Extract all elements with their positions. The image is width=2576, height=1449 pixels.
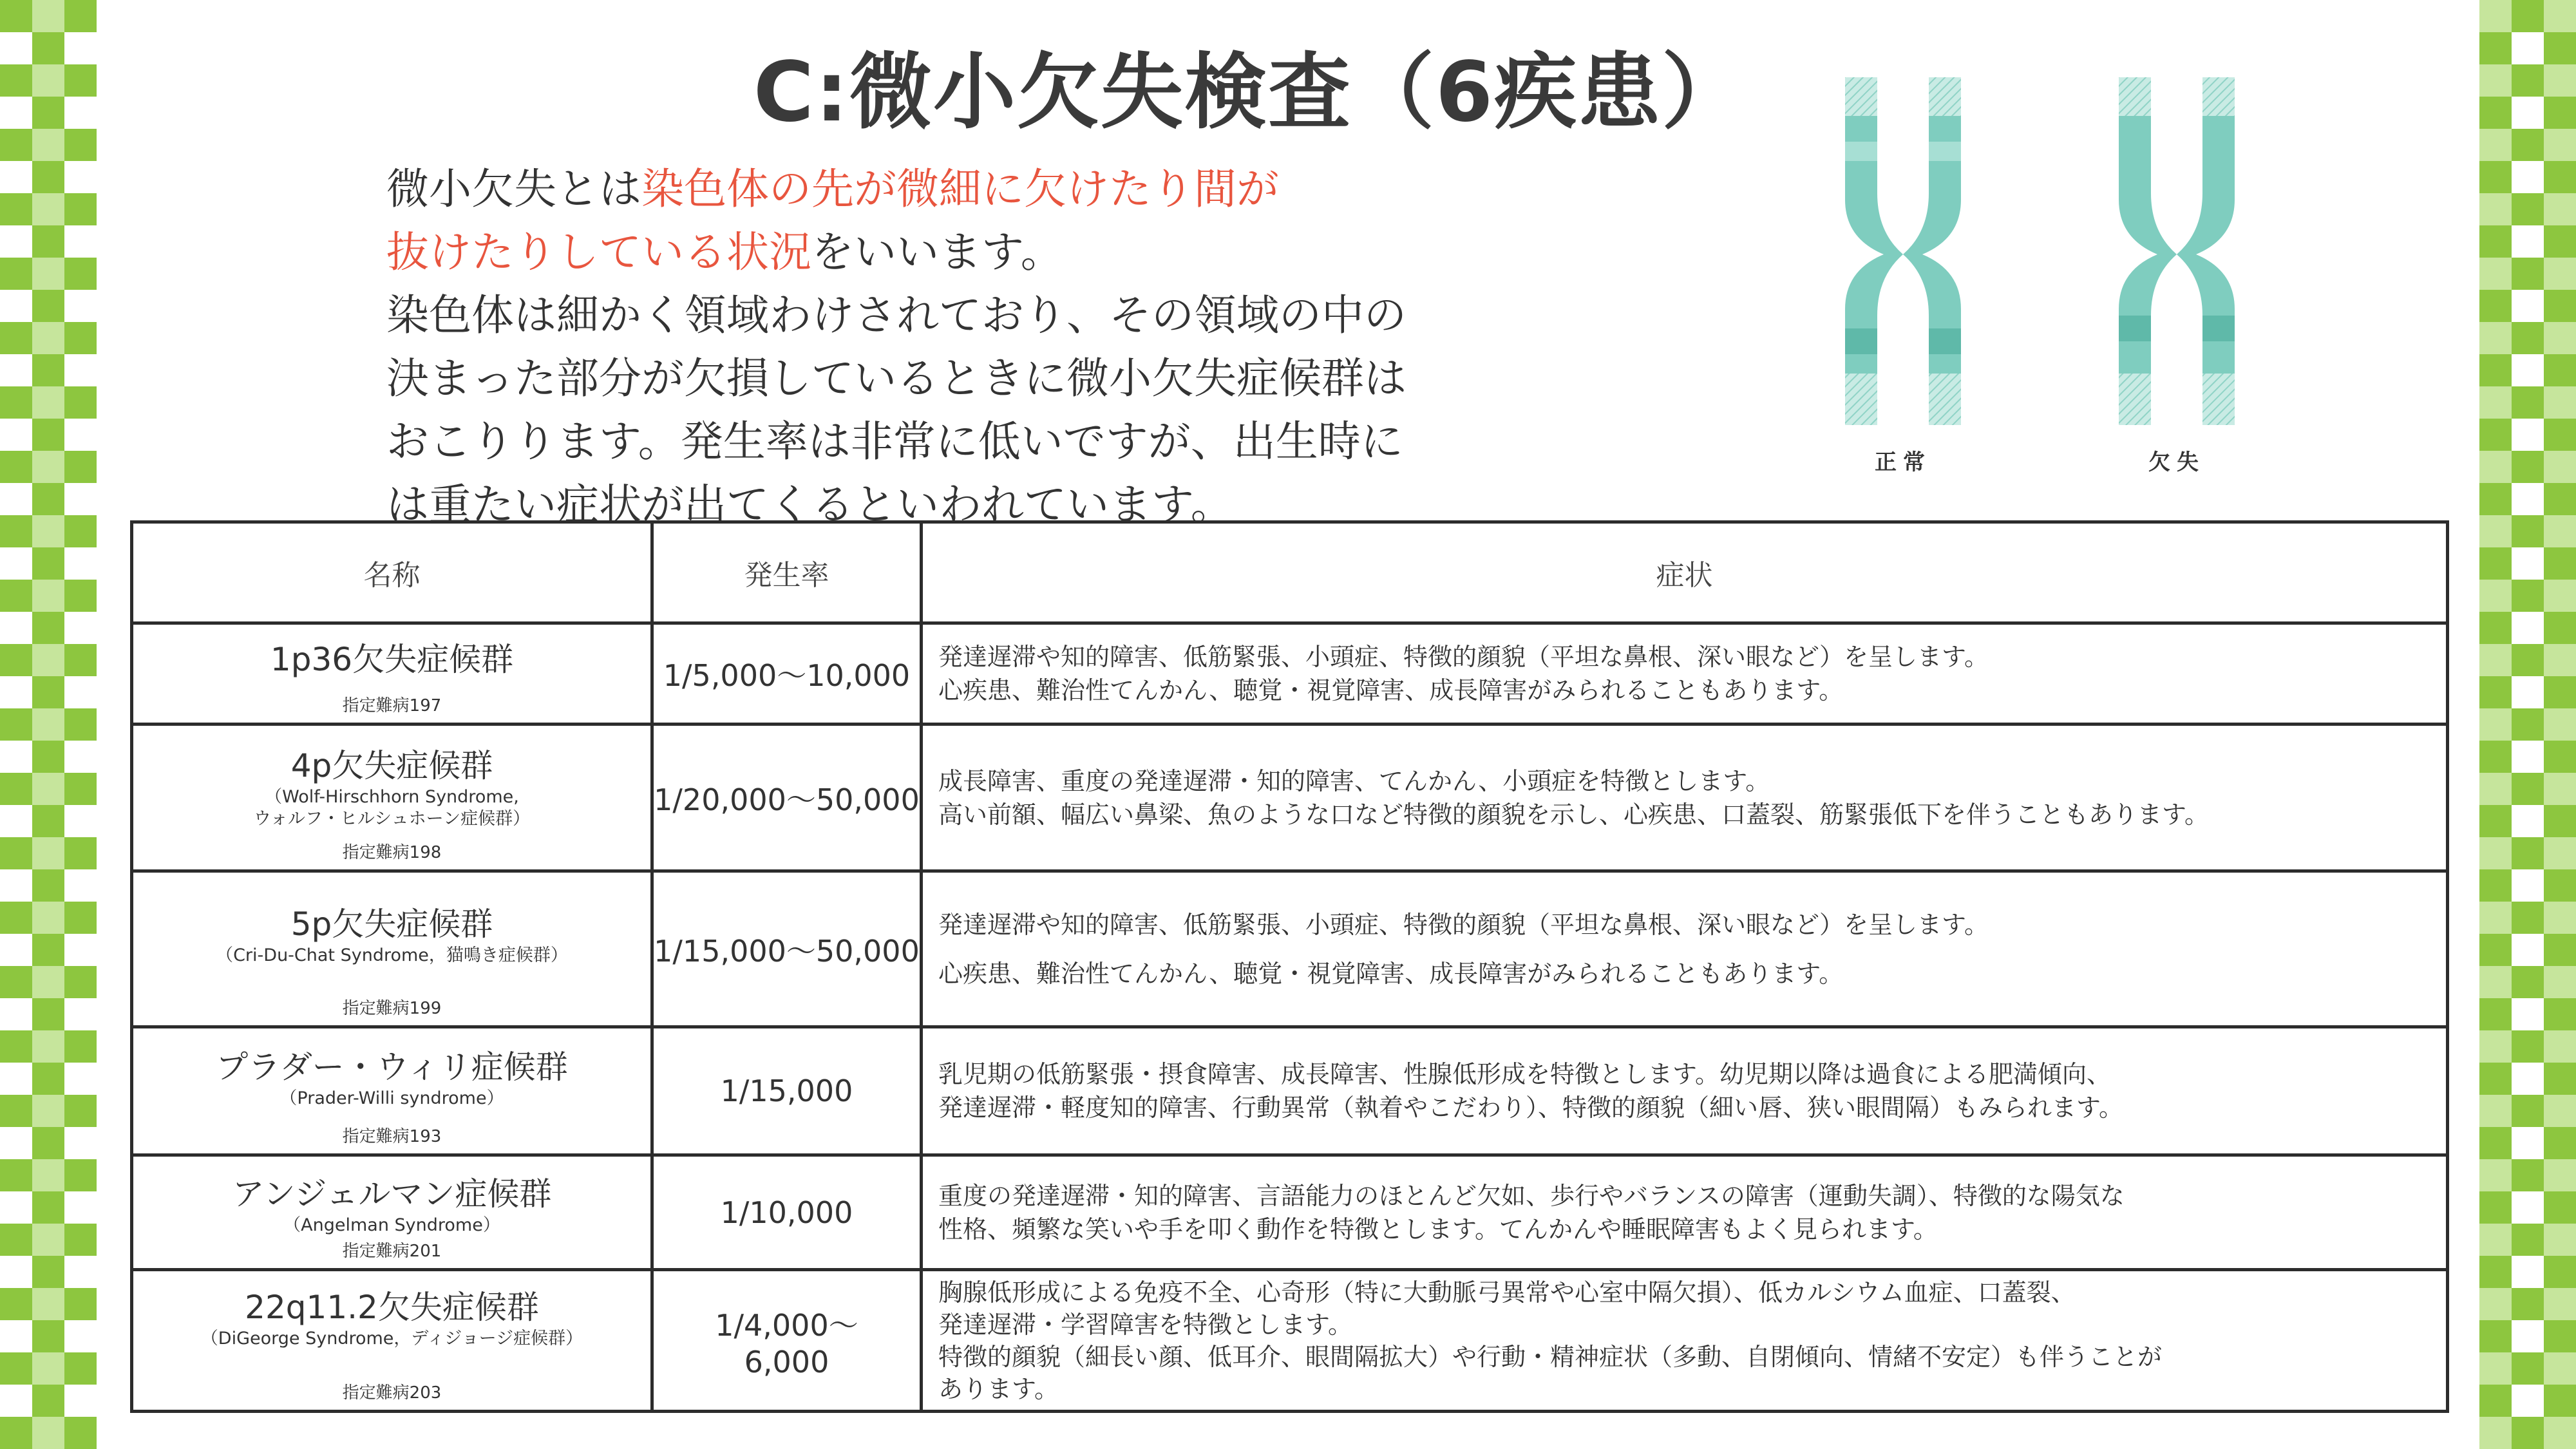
intro-line-5: おこりります。発生率は非常に低いですが、出生時に bbox=[386, 417, 1403, 466]
syndrome-name-cell bbox=[132, 1155, 652, 1270]
table-row bbox=[132, 623, 2448, 724]
designated-disease-code: 指定難病203 bbox=[342, 1383, 442, 1403]
intro-line-1: 微小欠失とは染色体の先が微細に欠けたり間が bbox=[386, 164, 1279, 214]
table-row bbox=[132, 1027, 2448, 1155]
syndrome-english-name: （DiGeorge Syndrome，ディジョージ症候群） bbox=[200, 1329, 583, 1349]
syndrome-english-name: （Wolf-Hirschhorn Syndrome, bbox=[265, 787, 519, 807]
incidence-rate: 1/15,000〜50,000 bbox=[652, 871, 922, 1027]
table-row bbox=[132, 724, 2448, 871]
syndrome-name: 1p36欠失症候群 bbox=[270, 641, 514, 678]
syndrome-name: 22q11.2欠失症候群 bbox=[245, 1289, 539, 1326]
deleted-label: 欠失 bbox=[2148, 450, 2205, 475]
incidence-rate: 1/15,000 bbox=[652, 1027, 922, 1155]
intro-text bbox=[386, 158, 1610, 536]
page-title: C:微小欠失検査（6疾患） bbox=[753, 44, 1746, 140]
table-row bbox=[132, 871, 2448, 1027]
syndrome-name: プラダー・ウィリ症候群 bbox=[216, 1048, 568, 1086]
syndrome-english-name: （Angelman Syndrome） bbox=[283, 1215, 500, 1235]
symptoms-cell: 発達遅滞や知的障害、低筋緊張、小頭症、特徴的顔貌（平坦な鼻根、深い眼など）を呈します。 心疾患、難治性てんかん、聴覚・視覚障害、成長障害がみられることもあります。 bbox=[922, 623, 2448, 724]
table-header-row bbox=[132, 522, 2448, 623]
symptoms-cell: 発達遅滞や知的障害、低筋緊張、小頭症、特徴的顔貌（平坦な鼻根、深い眼など）を呈します。 心疾患、難治性てんかん、聴覚・視覚障害、成長障害がみられることもあります。 bbox=[922, 871, 2448, 1027]
symptoms-cell: 重度の発達遅滞・知的障害、言語能力のほとんど欠如、歩行やバランスの障害（運動失調）、特徴的な陽気な 性格、頻繁な笑いや手を叩く動作を特徴とします。てんかんや睡眠障害もよく見られます。 bbox=[922, 1155, 2448, 1270]
incidence-rate: 1/4,000〜 6,000 bbox=[652, 1270, 922, 1412]
table-row bbox=[132, 1270, 2448, 1412]
syndrome-alias: ウォルフ・ヒルシュホーン症候群） bbox=[253, 809, 531, 829]
symptoms-cell: 胸腺低形成による免疫不全、心奇形（特に大動脈弓異常や心室中隔欠損）、低カルシウム血症、口蓋裂、 発達遅滞・学習障害を特徴とします。 特徴的顔貌（細長い顔、低耳介、眼間隔拡大）や行動・精神症状（多動、自閉傾向、情緒不安定）も伴うことが あります。 bbox=[922, 1270, 2448, 1412]
incidence-rate: 1/20,000〜50,000 bbox=[652, 724, 922, 871]
designated-disease-code: 指定難病198 bbox=[342, 843, 442, 862]
syndrome-name-cell bbox=[132, 1270, 652, 1412]
syndrome-name-cell bbox=[132, 1027, 652, 1155]
designated-disease-code: 指定難病201 bbox=[342, 1242, 442, 1261]
syndrome-name-cell bbox=[132, 623, 652, 724]
designated-disease-code: 指定難病199 bbox=[342, 999, 442, 1018]
normal-chromosome-icon bbox=[1832, 71, 1974, 431]
normal-label: 正常 bbox=[1875, 450, 1931, 475]
syndrome-name: アンジェルマン症候群 bbox=[232, 1175, 552, 1213]
syndrome-name-cell bbox=[132, 871, 652, 1027]
syndrome-name: 4p欠失症候群 bbox=[290, 747, 493, 784]
header-symptoms: 症状 bbox=[922, 522, 2448, 623]
intro-line-3: 染色体は細かく領域わけされており、その領域の中の bbox=[386, 290, 1406, 340]
right-checkered-border bbox=[2479, 0, 2576, 1449]
header-name: 名称 bbox=[132, 522, 652, 623]
highlight-text: 染色体の先が微細に欠けたり間が bbox=[641, 164, 1279, 214]
intro-line-6: は重たい症状が出てくるといわれています。 bbox=[386, 480, 1233, 529]
designated-disease-code: 指定難病193 bbox=[342, 1127, 442, 1146]
incidence-rate: 1/5,000〜10,000 bbox=[652, 623, 922, 724]
highlight-text: 抜けたりしている状況 bbox=[386, 227, 811, 277]
table-row bbox=[132, 1155, 2448, 1270]
syndrome-name-cell bbox=[132, 724, 652, 871]
header-rate: 発生率 bbox=[652, 522, 922, 623]
syndrome-table bbox=[130, 520, 2449, 1413]
intro-line-4: 決まった部分が欠損しているときに微小欠失症候群は bbox=[386, 354, 1406, 403]
syndrome-name: 5p欠失症候群 bbox=[290, 905, 493, 943]
left-checkered-border bbox=[0, 0, 97, 1449]
designated-disease-code: 指定難病197 bbox=[342, 696, 442, 715]
incidence-rate: 1/10,000 bbox=[652, 1155, 922, 1270]
symptoms-cell: 乳児期の低筋緊張・摂食障害、成長障害、性腺低形成を特徴とします。幼児期以降は過食による肥満傾向、 発達遅滞・軽度知的障害、行動異常（執着やこだわり）、特徴的顔貌（細い唇、狭い眼間隔）もみられます。 bbox=[922, 1027, 2448, 1155]
deleted-chromosome-icon bbox=[2106, 71, 2248, 431]
syndrome-english-name: （Prader-Willi syndrome） bbox=[279, 1088, 504, 1108]
intro-line-2: 抜けたりしている状況をいいます。 bbox=[386, 227, 1063, 277]
symptoms-cell: 成長障害、重度の発達遅滞・知的障害、てんかん、小頭症を特徴とします。 高い前額、幅広い鼻梁、魚のような口など特徴的顔貌を示し、心疾患、口蓋裂、筋緊張低下を伴うこともあります。 bbox=[922, 724, 2448, 871]
syndrome-english-name: （Cri-Du-Chat Syndrome，猫鳴き症候群） bbox=[216, 945, 568, 965]
